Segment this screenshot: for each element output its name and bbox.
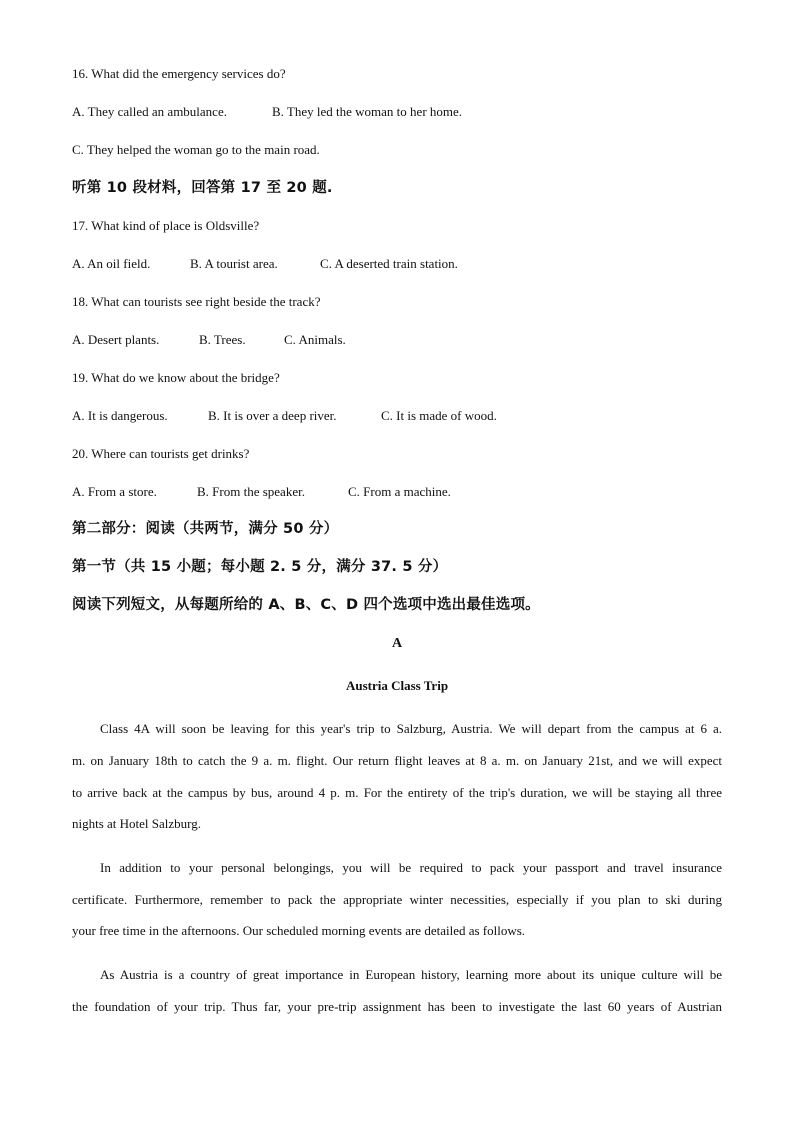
paragraph-1-line-4: nights at Hotel Salzburg.	[72, 816, 202, 831]
paragraph-2-line-1: In addition to your personal belongings, you will be required to pack your passport and travel insurance	[100, 860, 722, 875]
paragraph-3-line-1: As Austria is a country of great importance in European history, learning more about its unique culture will be	[100, 967, 722, 982]
paragraph-2-line-3: your free time in the afternoons. Our scheduled morning events are detailed as follows.	[72, 923, 526, 938]
paragraph-1-line-2: m. on January 18th to catch the 9 a. m. flight. Our return flight leaves at 8 a. m. on January 21st, and we will expect	[72, 753, 722, 768]
question-20: 20. Where can tourists get drinks?	[72, 446, 250, 461]
option-18c: C. Animals.	[284, 332, 346, 347]
option-19a: A. It is dangerous.	[72, 408, 168, 423]
option-20a: A. From a store.	[72, 484, 157, 499]
paragraph-3-line-2: the foundation of your trip. Thus far, your pre-trip assignment has been to investigate the last 60 years of Austrian	[72, 999, 722, 1014]
question-16-options	[72, 104, 732, 120]
passage-title: Austria Class Trip	[345, 678, 449, 693]
option-20c: C. From a machine.	[348, 484, 451, 499]
option-19b: B. It is over a deep river.	[208, 408, 337, 423]
option-16b: B. They led the woman to her home.	[272, 104, 463, 119]
section-10-heading: 听第 10 段材料，回答第 17 至 20 题.	[72, 180, 333, 196]
option-19c: C. It is made of wood.	[381, 408, 497, 423]
question-20-options	[72, 484, 732, 500]
question-18-options	[72, 332, 732, 348]
question-19: 19. What do we know about the bridge?	[72, 370, 280, 385]
paragraph-2-line-2: certificate. Furthermore, remember to pack the appropriate winter necessities, especially if you plan to ski during	[72, 892, 722, 907]
question-16: 16. What did the emergency services do?	[72, 66, 286, 81]
option-16c: C. They helped the woman go to the main road.	[72, 142, 320, 157]
option-18a: A. Desert plants.	[72, 332, 160, 347]
option-17c: C. A deserted train station.	[320, 256, 458, 271]
question-17: 17. What kind of place is Oldsville?	[72, 218, 260, 233]
option-20b: B. From the speaker.	[197, 484, 305, 499]
paragraph-1-line-3: to arrive back at the campus by bus, around 4 p. m. For the entirety of the trip's duration, we will be staying all three	[72, 785, 722, 800]
question-19-options	[72, 408, 732, 424]
option-17a: A. An oil field.	[72, 256, 151, 271]
part-two-heading: 第二部分：阅读（共两节，满分 50 分）	[72, 521, 339, 537]
option-16a: A. They called an ambulance.	[72, 104, 227, 119]
option-17b: B. A tourist area.	[190, 256, 278, 271]
reading-instructions: 阅读下列短文，从每题所给的 A、B、C、D 四个选项中选出最佳选项。	[72, 597, 540, 613]
question-18: 18. What can tourists see right beside the track?	[72, 294, 321, 309]
section-one-heading: 第一节（共 15 小题；每小题 2. 5 分，满分 37. 5 分）	[72, 559, 448, 575]
question-17-options	[72, 256, 732, 272]
option-18b: B. Trees.	[199, 332, 246, 347]
paragraph-1-line-1: Class 4A will soon be leaving for this year's trip to Salzburg, Austria. We will depart from the campus at 6 a.	[100, 721, 722, 736]
passage-letter: A	[391, 636, 403, 651]
